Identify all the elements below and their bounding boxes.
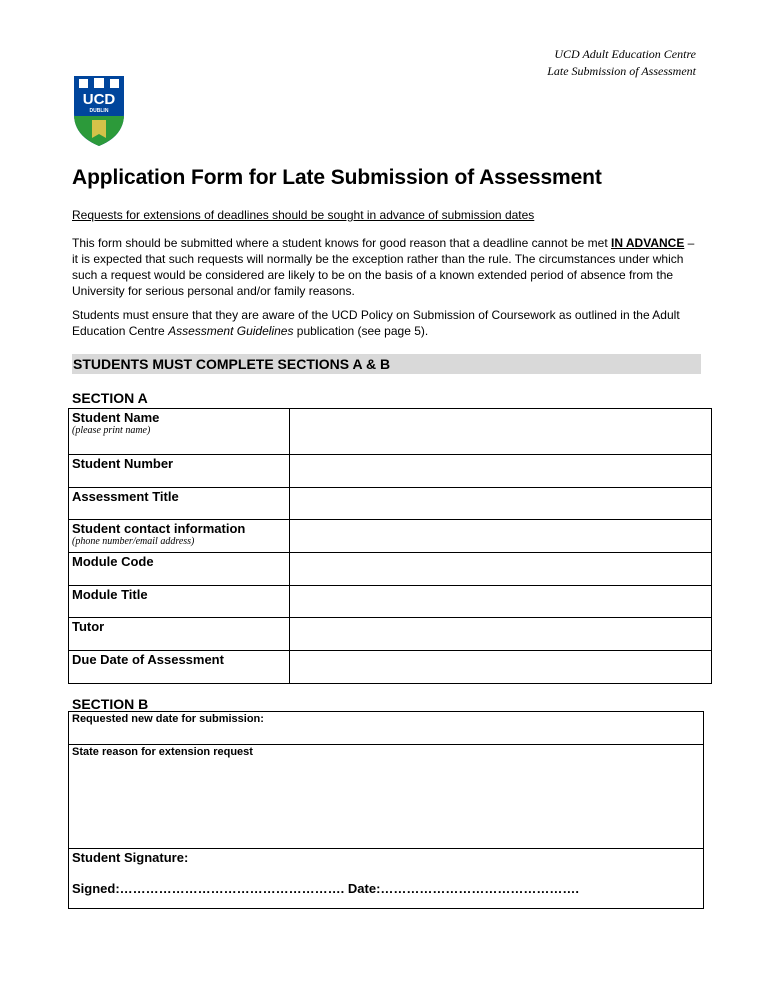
page-title: Application Form for Late Submission of Assessment — [72, 166, 602, 189]
contact-info-hint: (phone number/email address) — [72, 536, 195, 547]
section-b-heading: SECTION B — [72, 696, 149, 712]
svg-text:UCD: UCD — [82, 91, 116, 108]
instruction-banner: STUDENTS MUST COMPLETE SECTIONS A & B — [72, 354, 701, 374]
module-code-label: Module Code — [72, 554, 154, 569]
ucd-logo — [72, 74, 126, 148]
due-date-label: Due Date of Assessment — [72, 652, 224, 667]
contact-info-label: Student contact information — [72, 521, 246, 536]
signature-label: Student Signature: — [72, 850, 189, 865]
table-row — [69, 455, 712, 488]
contact-info-field[interactable] — [290, 520, 712, 553]
ucd-crest-icon — [72, 74, 126, 148]
student-name-field[interactable] — [290, 409, 712, 455]
intro-paragraph-1: This form should be submitted where a student knows for good reason that a deadline cannot be met IN ADVANCE – it is expected that such requests will normally be the exception rather than the rule. The circumstances under which such a request would be considered are likely to be on the basis of a known extended period of absence from the University for serious personal and/or family reasons. — [72, 236, 695, 298]
table-row — [69, 651, 712, 684]
table-row — [69, 488, 712, 520]
section-a-table — [68, 408, 712, 684]
student-name-hint: (please print name) — [72, 425, 151, 436]
document-header — [547, 46, 696, 80]
svg-text:DUBLIN: DUBLIN — [89, 108, 109, 114]
in-advance-emphasis: IN ADVANCE — [611, 236, 685, 250]
header-document-name: Late Submission of Assessment — [547, 64, 696, 78]
section-b-table — [68, 711, 704, 909]
student-number-label: Student Number — [72, 456, 174, 471]
table-row — [69, 553, 712, 586]
module-code-field[interactable] — [290, 553, 712, 586]
assessment-title-label: Assessment Title — [72, 489, 179, 504]
module-title-label: Module Title — [72, 587, 148, 602]
section-a-heading: SECTION A — [72, 390, 148, 406]
tutor-label: Tutor — [72, 619, 105, 634]
deadline-notice: Requests for extensions of deadlines should be sought in advance of submission dates — [72, 208, 535, 222]
table-row — [69, 712, 704, 745]
tutor-field[interactable] — [290, 618, 712, 651]
table-row — [69, 849, 704, 909]
table-row — [69, 520, 712, 553]
reason-field[interactable] — [69, 745, 704, 849]
table-row — [69, 618, 712, 651]
header-centre-name: UCD Adult Education Centre — [554, 47, 696, 61]
table-row — [69, 586, 712, 618]
student-number-field[interactable] — [290, 455, 712, 488]
assessment-title-field[interactable] — [290, 488, 712, 520]
table-row — [69, 745, 704, 849]
due-date-field[interactable] — [290, 651, 712, 684]
requested-date-label: Requested new date for submission: — [72, 713, 264, 725]
student-name-label: Student Name — [72, 410, 160, 425]
signed-date-line[interactable]: Signed:……………………………………………. Date:………………………………………. — [72, 881, 580, 896]
guidelines-title: Assessment Guidelines — [168, 324, 294, 338]
intro-paragraph-2: Students must ensure that they are aware of the UCD Policy on Submission of Coursework as outlined in the Adult Education Centre Assessment Guidelines publication (see page 5). — [72, 308, 680, 338]
signature-block — [69, 849, 704, 909]
reason-label: State reason for extension request — [72, 746, 253, 758]
table-row — [69, 409, 712, 455]
module-title-field[interactable] — [290, 586, 712, 618]
requested-date-field[interactable] — [69, 712, 704, 745]
